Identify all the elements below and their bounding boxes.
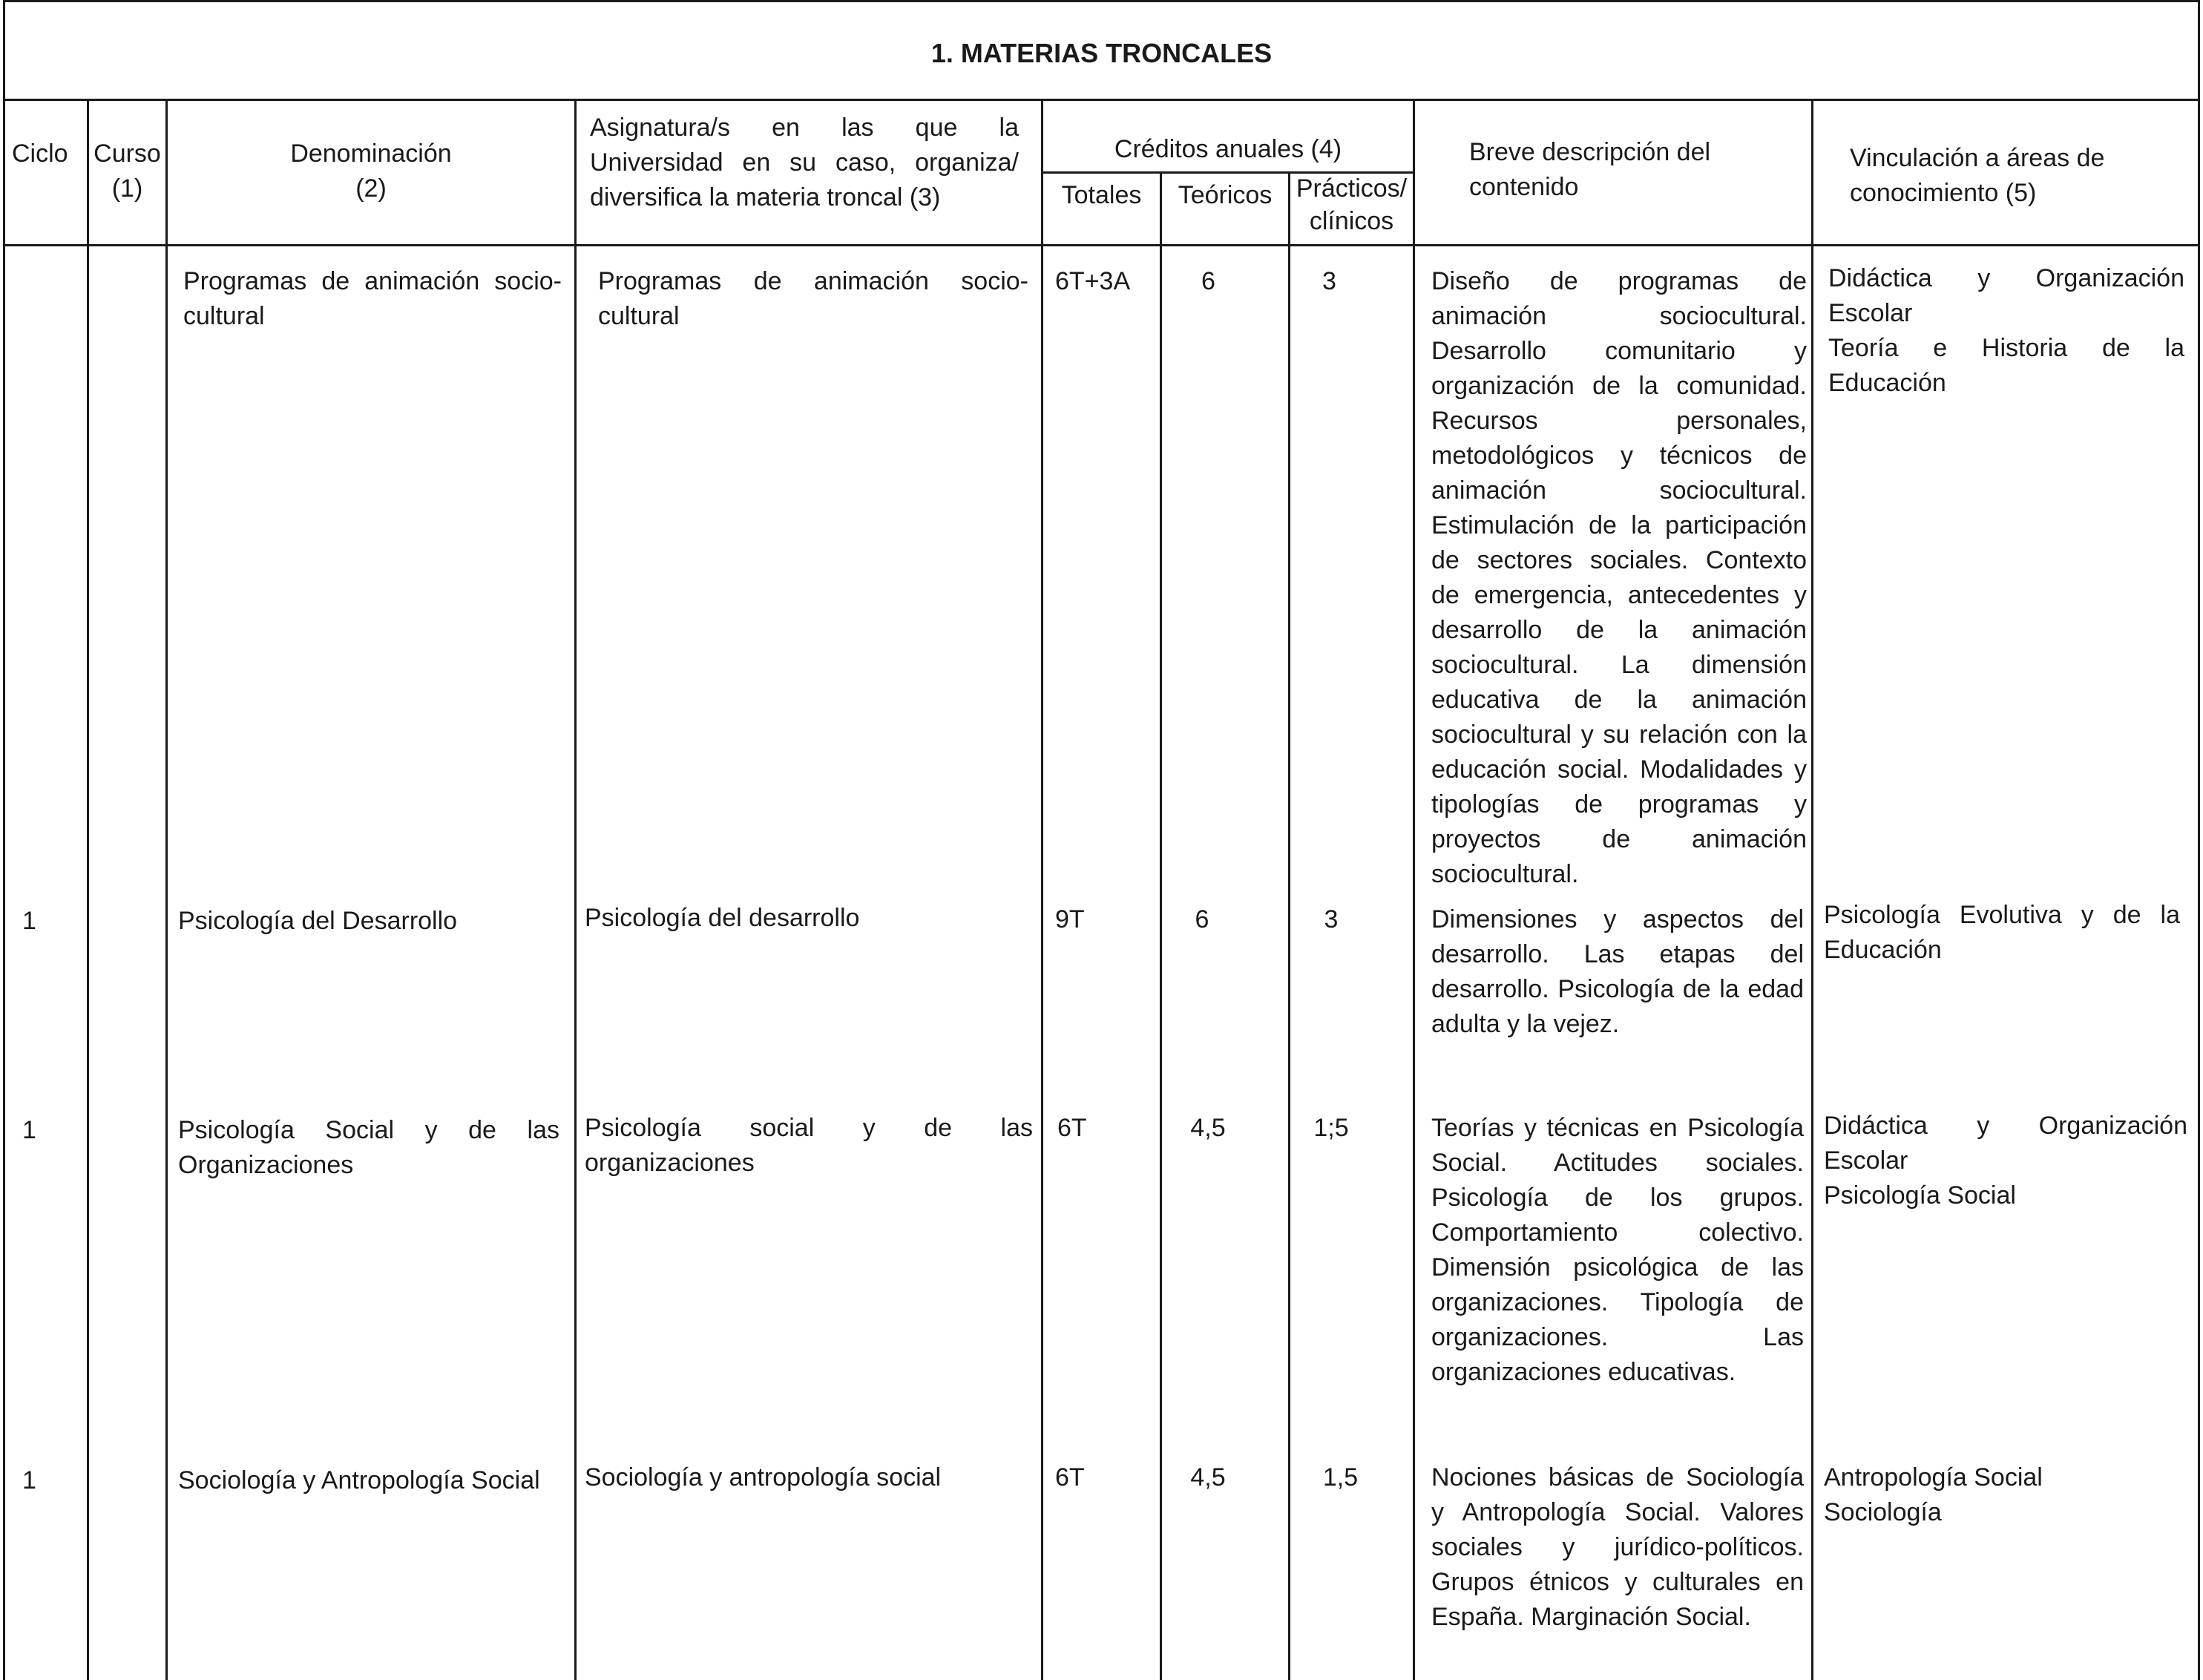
row4-teoricos: 4,5 [1190, 1463, 1226, 1492]
row2-descripcion: Dimensiones y aspectos del desarrollo. Las etapas del desarrollo. Psicología de la edad adulta y la vejez. [1431, 905, 1804, 1038]
row4-vinculacion: Antropología Social Sociología [1824, 1463, 2043, 1526]
row3-vinculacion: Didáctica y Organización Escolar Psicología Social [1824, 1112, 2187, 1210]
row2-totales: 9T [1055, 905, 1085, 933]
row1-asignatura: Programas de animación socio-cultural [598, 267, 1028, 330]
row4-descripcion: Nociones básicas de Sociología y Antropología Social. Valores sociales y jurídico-políticos. Grupos étnicos y culturales en España. Marginación Social. [1431, 1463, 1804, 1631]
rule-asign [1041, 99, 1043, 1680]
rule-top [3, 0, 2200, 2]
header-practicos: Prácticos/ clínicos [1296, 174, 1408, 235]
header-totales: Totales [1061, 181, 1142, 209]
row2-teoricos: 6 [1195, 905, 1209, 933]
row3-denominacion: Psicología Social y de las Organizaciones [178, 1116, 559, 1179]
row1-practicos: 3 [1322, 267, 1336, 295]
rule-curso [165, 99, 168, 1680]
header-denominacion: Denominación (2) [290, 140, 452, 203]
row3-ciclo: 1 [22, 1116, 36, 1144]
row4-totales: 6T [1055, 1463, 1085, 1492]
row2-practicos: 3 [1324, 905, 1339, 933]
row4-practicos: 1,5 [1322, 1463, 1359, 1492]
row3-practicos: 1;5 [1313, 1114, 1349, 1142]
row4-denominacion: Sociología y Antropología Social [178, 1466, 540, 1494]
rule-left [3, 0, 5, 1680]
header-ciclo: Ciclo [12, 140, 68, 168]
header-descripcion: Breve descripción del contenido [1469, 138, 1711, 201]
row1-teoricos: 6 [1201, 267, 1215, 295]
row1-vinculacion: Didáctica y Organización Escolar Teoría e Historia de la Educación [1828, 264, 2184, 397]
row2-denominacion: Psicología del Desarrollo [178, 907, 458, 935]
row2-asignatura: Psicología del desarrollo [585, 904, 860, 932]
rule-desc [1811, 99, 1813, 1680]
row1-totales: 6T+3A [1055, 267, 1131, 295]
table-title: 1. MATERIAS TRONCALES [930, 38, 1273, 68]
row2-ciclo: 1 [22, 907, 36, 935]
rule-title [3, 99, 2200, 101]
row4-ciclo: 1 [22, 1466, 36, 1494]
rule-cred [1413, 99, 1415, 1680]
row3-descripcion: Teorías y técnicas en Psicología Social. Actitudes sociales. Psicología de los grupos. Comportamiento colectivo. Dimensión psicológica de las organizaciones. Tipología de organizaciones. Las organizaciones educativas. [1431, 1114, 1804, 1386]
row3-teoricos: 4,5 [1190, 1114, 1226, 1142]
header-teoricos: Teóricos [1178, 181, 1273, 209]
header-vinculacion: Vinculación a áreas de conocimiento (5) [1850, 144, 2105, 207]
row4-asignatura: Sociología y antropología social [585, 1463, 942, 1492]
rule-header [3, 244, 2200, 246]
header-creditos: Créditos anuales (4) [1114, 135, 1342, 163]
row2-vinculacion: Psicología Evolutiva y de la Educación [1824, 901, 2180, 964]
rule-right [2198, 0, 2200, 1680]
row1-descripcion: Diseño de programas de animación sociocultural. Desarrollo comunitario y organización de la comunidad. Recursos personales, metodológicos y técnicos de animación sociocultural. Estimulación de la participación de sectores sociales. Contexto de emergencia, antecedentes y desarrollo de la animación sociocultural. La dimensión educativa de la animación sociocultural y su relación con la educación social. Modalidades y tipologías de programas y proyectos de animación sociocultural. [1431, 267, 1807, 888]
rule-ciclo [87, 99, 89, 1680]
row1-denominacion: Programas de animación socio-cultural [183, 267, 562, 330]
header-curso: Curso (1) [93, 140, 161, 203]
rule-denom [574, 99, 577, 1680]
header-asignaturas: Asignatura/s en las que la Universidad en su caso, organiza/ diversifica la materia troncal (3) [590, 114, 1019, 211]
row3-totales: 6T [1057, 1114, 1087, 1142]
row3-asignatura: Psicología social y de las organizaciones [585, 1114, 1033, 1177]
